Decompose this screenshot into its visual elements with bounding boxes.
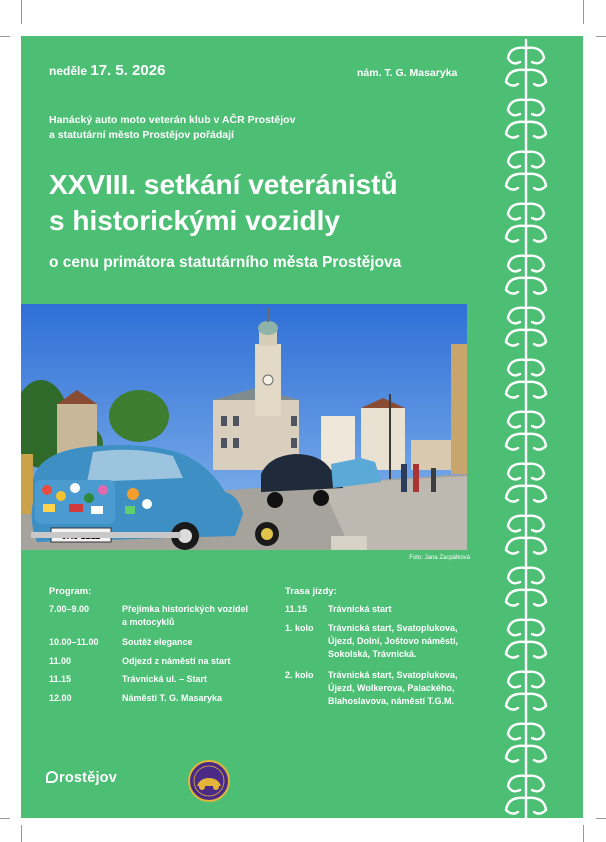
program-desc: Náměstí T. G. Masaryka xyxy=(122,693,223,703)
ornament-motif xyxy=(506,560,546,612)
title-line: s historickými vozidly xyxy=(49,205,340,236)
route-row xyxy=(285,669,485,708)
event-place: nám. T. G. Masaryka xyxy=(357,67,458,79)
program-row xyxy=(49,655,279,668)
crop-mark xyxy=(596,818,606,819)
route-label: Trasa jízdy: xyxy=(285,586,337,597)
route-desc: Trávnická start, Svatoplukova, xyxy=(328,623,458,633)
crop-mark xyxy=(596,36,606,37)
program-desc: Odjezd z náměstí na start xyxy=(122,656,231,666)
route-desc: Sokolská, Trávnická. xyxy=(328,649,417,659)
program-time: 7.00–9.00 xyxy=(49,604,90,614)
ornament-motif xyxy=(506,612,546,664)
organizers xyxy=(49,113,469,143)
ornament-motif xyxy=(506,404,546,456)
ornament-motif xyxy=(506,144,546,196)
crop-mark xyxy=(21,825,22,842)
route-row xyxy=(285,603,485,616)
program-time: 10.00–11.00 xyxy=(49,637,99,647)
ornament-motif xyxy=(506,456,546,508)
ornament-motif xyxy=(506,248,546,300)
program-row xyxy=(49,673,279,686)
event-date xyxy=(49,62,165,79)
crop-mark xyxy=(21,0,22,24)
route-key: 11.15 xyxy=(285,604,308,614)
ornament-motif xyxy=(506,768,546,818)
event-poster xyxy=(21,36,583,818)
route-desc: Újezd, Wolkerova, Palackého, xyxy=(328,683,455,693)
crop-mark xyxy=(583,825,584,842)
day-label: neděle xyxy=(49,64,88,78)
program-row xyxy=(49,603,279,629)
program-time: 11.00 xyxy=(49,656,72,666)
program-time: 11.15 xyxy=(49,674,72,684)
brand-text: rostějov xyxy=(59,770,118,786)
program-time: 12.00 xyxy=(49,693,72,703)
ornament-motif xyxy=(506,300,546,352)
ornament-motif xyxy=(506,40,546,92)
program-desc: Přejímka historických vozidel xyxy=(122,604,249,614)
ornament-motif xyxy=(506,716,546,768)
poster-title xyxy=(49,167,509,239)
photo-credit: Foto: Jana Zacpálková xyxy=(409,555,470,561)
date-value: 17. 5. 2026 xyxy=(90,62,166,79)
route-desc: Trávnická start xyxy=(328,604,392,614)
organizers-line: Hanácký auto moto veterán klub v AČR Prostějov xyxy=(49,114,296,126)
event-photo xyxy=(21,304,467,550)
program-desc: a motocyklů xyxy=(122,617,175,627)
ornament-motif xyxy=(506,664,546,716)
ornament-motif xyxy=(506,92,546,144)
organizers-line: a statutární město Prostějov pořádají xyxy=(49,129,234,141)
poster-subtitle: o cenu primátora statutárního města Prostějova xyxy=(49,254,402,271)
route-row xyxy=(285,622,485,661)
program-row xyxy=(49,692,279,705)
program-row xyxy=(49,636,279,649)
club-emblem-icon xyxy=(187,759,231,803)
ornament-motif xyxy=(506,196,546,248)
crop-mark xyxy=(0,36,10,37)
route-key: 1. kolo xyxy=(285,623,314,633)
ornament-motif xyxy=(506,508,546,560)
prostejov-p-icon xyxy=(46,771,58,783)
crop-mark xyxy=(0,818,10,819)
route-desc: Blahoslavova, náměstí T.G.M. xyxy=(328,696,455,706)
program-desc: Soutěž elegance xyxy=(122,637,193,647)
title-line: XXVIII. setkání veteránistů xyxy=(49,169,398,200)
crop-mark xyxy=(583,0,584,24)
program-label: Program: xyxy=(49,586,92,597)
program-desc: Trávnická ul. – Start xyxy=(122,674,208,684)
route-desc: Trávnická start, Svatoplukova, xyxy=(328,670,458,680)
route-key: 2. kolo xyxy=(285,670,314,680)
prostejov-logo xyxy=(46,770,117,786)
route-desc: Újezd, Dolní, Joštovo náměstí, xyxy=(328,636,459,646)
ornament-motif xyxy=(506,352,546,404)
folk-ornament-border xyxy=(498,36,554,818)
